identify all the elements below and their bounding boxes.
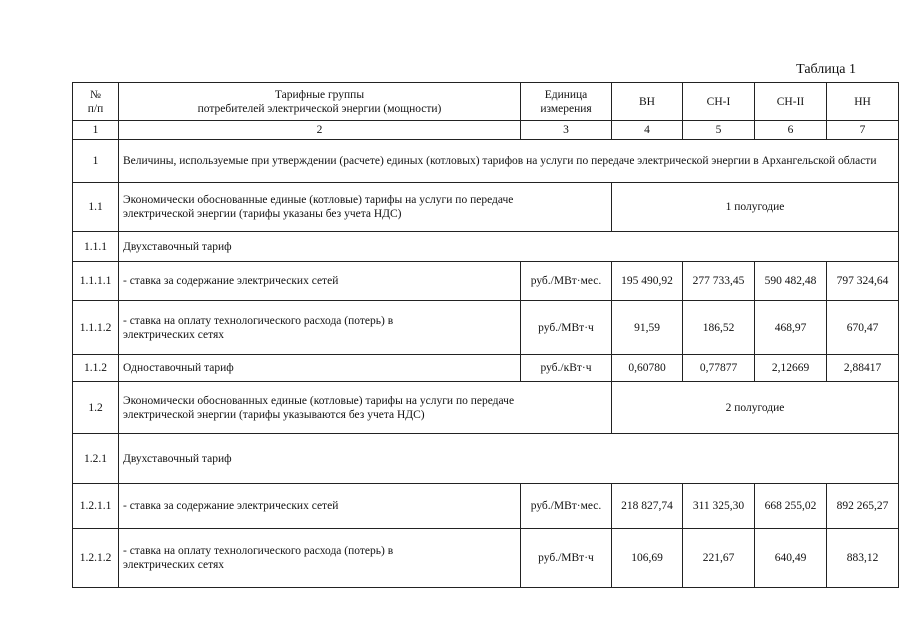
table-row — [73, 355, 899, 382]
table-row — [73, 484, 899, 529]
row-description: Двухставочный тариф — [119, 232, 899, 262]
table-row — [73, 382, 899, 434]
index-cell: 7 — [827, 121, 899, 140]
table-row — [73, 140, 899, 183]
value-sn1: 277 733,45 — [683, 262, 755, 301]
index-cell: 5 — [683, 121, 755, 140]
header-group: Тарифные группы потребителей электрической энергии (мощности) — [119, 83, 521, 121]
unit-cell: руб./кВт·ч — [521, 355, 612, 382]
value-sn2: 668 255,02 — [755, 484, 827, 529]
value-sn2: 640,49 — [755, 529, 827, 588]
value-nn: 883,12 — [827, 529, 899, 588]
index-cell: 1 — [73, 121, 119, 140]
value-nn: 670,47 — [827, 301, 899, 355]
row-number: 1.1.1.1 — [73, 262, 119, 301]
row-description: - ставка на оплату технологического расхода (потерь) в электрических сетях — [119, 529, 521, 588]
value-sn1: 221,67 — [683, 529, 755, 588]
header-nn: НН — [827, 83, 899, 121]
row-number: 1.2.1 — [73, 434, 119, 484]
index-cell: 6 — [755, 121, 827, 140]
value-vn: 91,59 — [612, 301, 683, 355]
row-number: 1.1.1 — [73, 232, 119, 262]
table-row — [73, 301, 899, 355]
index-row — [73, 121, 899, 140]
value-sn2: 2,12669 — [755, 355, 827, 382]
header-sn1: СН-I — [683, 83, 755, 121]
unit-cell: руб./МВт·ч — [521, 301, 612, 355]
row-description: Величины, используемые при утверждении (расчете) единых (котловых) тарифов на услуги по передаче электрической энергии в Архангельской области — [119, 140, 899, 183]
table-row — [73, 434, 899, 484]
header-sn2: СН-II — [755, 83, 827, 121]
period-label: 1 полугодие — [612, 183, 899, 232]
header-unit: Единица измерения — [521, 83, 612, 121]
row-description: Экономически обоснованных единые (котловые) тарифы на услуги по передаче электрической энергии (тарифы указываются без учета НДС) — [119, 382, 612, 434]
table-row — [73, 232, 899, 262]
value-sn1: 0,77877 — [683, 355, 755, 382]
row-number: 1.1.1.2 — [73, 301, 119, 355]
tariff-table — [72, 82, 899, 588]
row-description: Экономически обоснованные единые (котловые) тарифы на услуги по передаче электрической энергии (тарифы указаны без учета НДС) — [119, 183, 612, 232]
value-vn: 0,60780 — [612, 355, 683, 382]
value-nn: 892 265,27 — [827, 484, 899, 529]
value-sn1: 311 325,30 — [683, 484, 755, 529]
row-description: - ставка за содержание электрических сетей — [119, 262, 521, 301]
table-row — [73, 183, 899, 232]
value-nn: 797 324,64 — [827, 262, 899, 301]
row-number: 1.1.2 — [73, 355, 119, 382]
header-vn: ВН — [612, 83, 683, 121]
row-description: Двухставочный тариф — [119, 434, 899, 484]
value-vn: 218 827,74 — [612, 484, 683, 529]
unit-cell: руб./МВт·ч — [521, 529, 612, 588]
row-description: - ставка за содержание электрических сетей — [119, 484, 521, 529]
table-row — [73, 529, 899, 588]
unit-cell: руб./МВт·мес. — [521, 262, 612, 301]
row-number: 1 — [73, 140, 119, 183]
table-caption: Таблица 1 — [796, 62, 856, 77]
value-vn: 106,69 — [612, 529, 683, 588]
unit-cell: руб./МВт·мес. — [521, 484, 612, 529]
value-sn2: 590 482,48 — [755, 262, 827, 301]
header-num: № п/п — [73, 83, 119, 121]
value-nn: 2,88417 — [827, 355, 899, 382]
value-sn2: 468,97 — [755, 301, 827, 355]
row-description: Одноставочный тариф — [119, 355, 521, 382]
value-vn: 195 490,92 — [612, 262, 683, 301]
value-sn1: 186,52 — [683, 301, 755, 355]
index-cell: 2 — [119, 121, 521, 140]
row-number: 1.2.1.2 — [73, 529, 119, 588]
row-description: - ставка на оплату технологического расхода (потерь) в электрических сетях — [119, 301, 521, 355]
row-number: 1.1 — [73, 183, 119, 232]
index-cell: 3 — [521, 121, 612, 140]
period-label: 2 полугодие — [612, 382, 899, 434]
index-cell: 4 — [612, 121, 683, 140]
row-number: 1.2 — [73, 382, 119, 434]
header-row — [73, 83, 899, 121]
row-number: 1.2.1.1 — [73, 484, 119, 529]
table-row — [73, 262, 899, 301]
